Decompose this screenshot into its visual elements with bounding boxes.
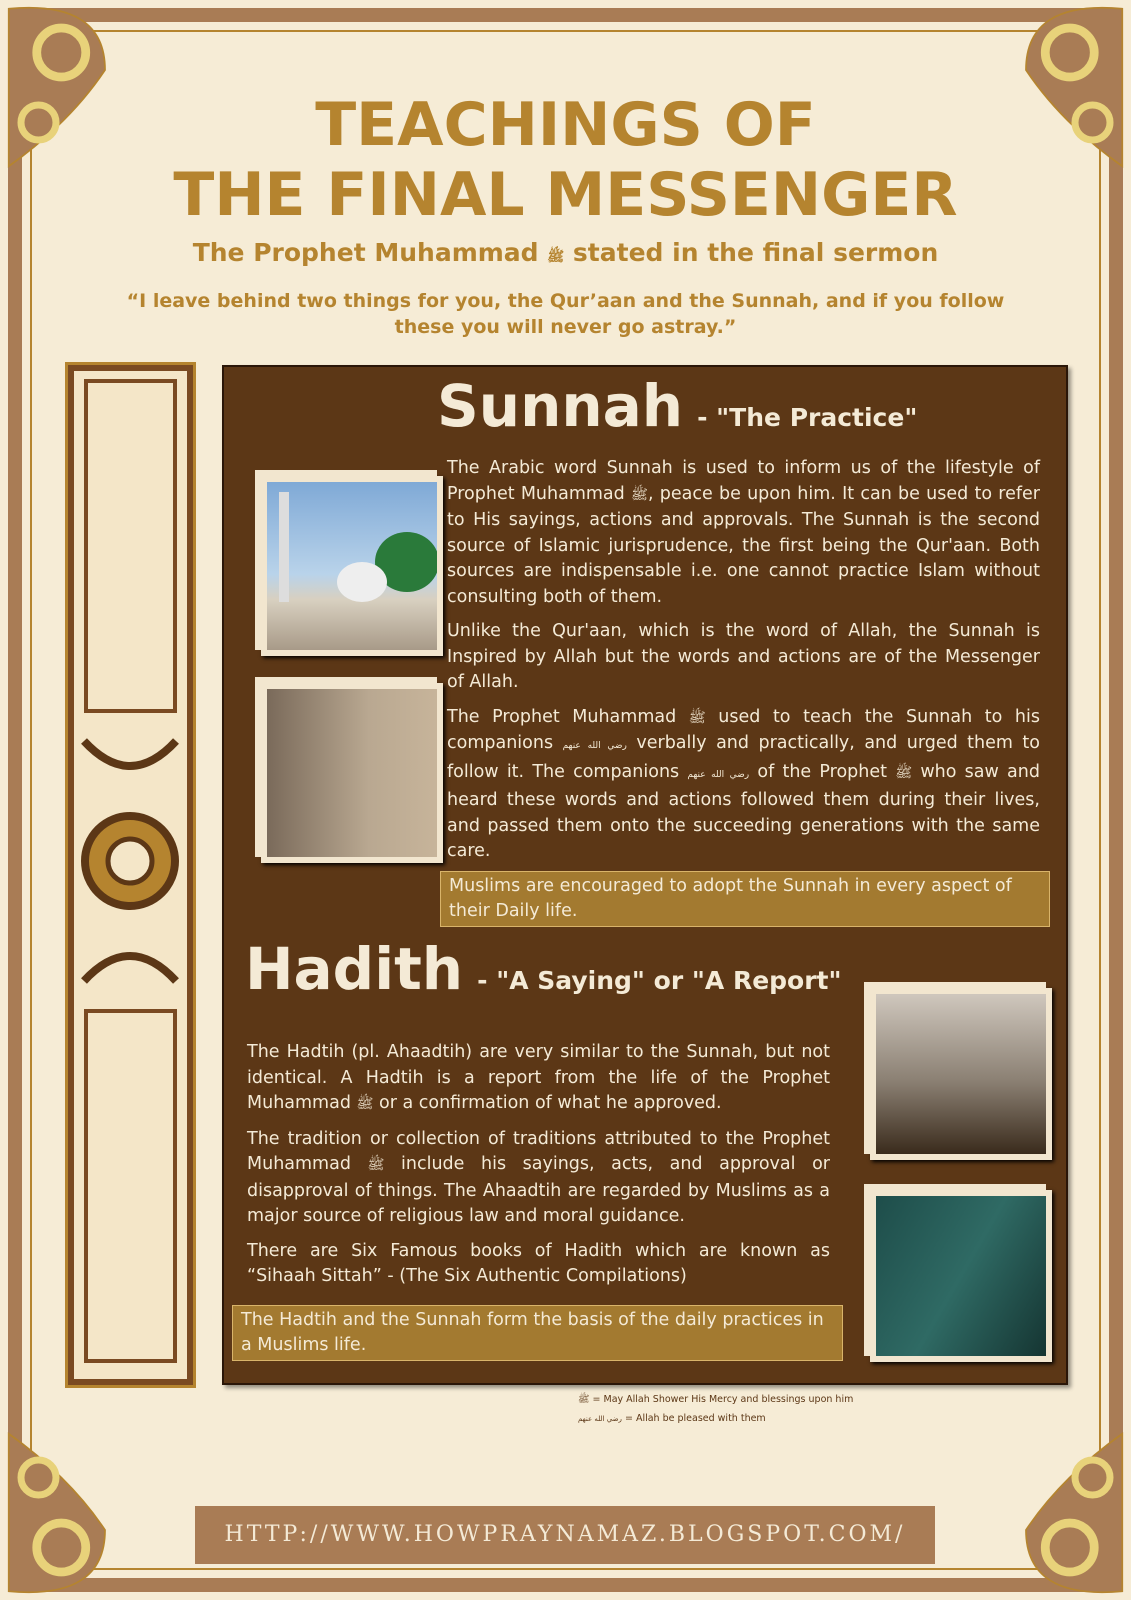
mosque-photo	[261, 476, 443, 656]
candles-desk-photo	[870, 988, 1052, 1160]
footnote-ra	[578, 1413, 766, 1424]
hadith-highlight: The Hadtih and the Sunnah form the basis of the daily practices in a Muslims life.	[232, 1305, 843, 1361]
ra-icon: رضي الله عنهم	[578, 1415, 622, 1423]
text: of the Prophet	[757, 761, 887, 782]
pen-photo	[261, 683, 443, 863]
sunnah-paragraph-3	[447, 705, 1040, 865]
pbuh-icon: ﷺ	[356, 1096, 374, 1112]
text: who saw and heard these words and actions followed them during their lives, and passed them onto the succeeding generations with the same care.	[447, 761, 1040, 861]
text: or a confirmation of what he approved.	[379, 1093, 722, 1113]
title-line-2: THE FINAL MESSENGER	[173, 160, 958, 230]
sunnah-title: Sunnah	[437, 372, 684, 440]
sunnah-paragraph-1	[447, 456, 1040, 610]
hadith-text	[247, 1040, 830, 1299]
hadith-paragraph-2	[247, 1127, 830, 1230]
pbuh-icon: ﷺ	[895, 764, 913, 781]
footnote-pbuh	[578, 1393, 853, 1407]
calligraphy-side-panel	[68, 365, 193, 1385]
text: include his sayings, acts, and approval or disapproval of things. The Ahaadtih are regarded by Muslims as a major source of religious law and moral guidance.	[247, 1154, 830, 1226]
ornament-corner-icon	[956, 1425, 1131, 1600]
hadith-subtitle: - "A Saying" or "A Report"	[477, 966, 842, 995]
title-line-1: TEACHINGS OF	[315, 90, 816, 160]
subtitle	[0, 238, 1131, 268]
hadith-paragraph-1	[247, 1040, 830, 1118]
text: The tradition or collection of traditions attributed to the Prophet Muhammad	[247, 1128, 830, 1174]
text: verbally and practically, and urged them to follow it. The companions	[447, 733, 1040, 782]
hadith-paragraph-3: There are Six Famous books of Hadith which are known as “Sihaah Sittah” - (The Six Authentic Compilations)	[247, 1240, 830, 1286]
ra-icon: رضي الله عنهم	[562, 741, 627, 751]
pbuh-icon: ﷺ	[547, 249, 565, 265]
subtitle-part: The Prophet Muhammad	[192, 238, 539, 267]
ra-icon: رضي الله عنهم	[687, 769, 750, 780]
hadith-books-photo	[870, 1190, 1052, 1362]
website-url[interactable]: HTTP://WWW.HOWPRAYNAMAZ.BLOGSPOT.COM/	[195, 1506, 935, 1564]
sunnah-text	[447, 456, 1040, 874]
subtitle-part: stated in the final sermon	[572, 238, 939, 267]
text: , peace be upon him. It can be used to refer to His sayings, actions and approvals. The Sunnah is the second source of Islamic jurisprudence, the first being the Qur'aan. Both sources are indispensable i.e. one cannot practice Islam without consulting both of them.	[447, 483, 1040, 607]
text: The Arabic word Sunnah is used to inform us of the lifestyle of Prophet Muhammad	[447, 458, 1040, 504]
footnote-text: = Allah be pleased with them	[624, 1413, 766, 1424]
ornament-corner-icon	[0, 1425, 175, 1600]
pbuh-icon: ﷺ	[578, 1394, 590, 1405]
hadith-title: Hadith	[245, 935, 464, 1003]
calligraphy-ornament-icon	[74, 371, 187, 1379]
text: used to teach the Sunnah to his companions	[447, 706, 1040, 753]
sermon-quote: “I leave behind two things for you, the Qur’aan and the Sunnah, and if you follow these you will never go astray.”	[126, 290, 1005, 338]
sunnah-paragraph-2: Unlike the Qur'aan, which is the word of Allah, the Sunnah is Inspired by Allah but the words and actions are of the Messenger of Allah.	[447, 621, 1040, 692]
text: The Prophet Muhammad	[447, 706, 677, 727]
pbuh-icon: ﷺ	[631, 486, 648, 503]
sunnah-subtitle: - "The Practice"	[697, 403, 918, 432]
text: The Hadtih (pl. Ahaadtih) are very similar to the Sunnah, but not identical. A Hadtih is a report from the life of the Prophet Muhammad	[247, 1042, 830, 1113]
pbuh-icon: ﷺ	[688, 709, 706, 726]
footnote-text: = May Allah Shower His Mercy and blessings upon him	[592, 1394, 854, 1405]
sunnah-highlight: Muslims are encouraged to adopt the Sunnah in every aspect of their Daily life.	[440, 871, 1050, 927]
pbuh-icon: ﷺ	[367, 1157, 385, 1173]
sunnah-heading	[437, 372, 917, 440]
hadith-heading	[245, 935, 842, 1003]
